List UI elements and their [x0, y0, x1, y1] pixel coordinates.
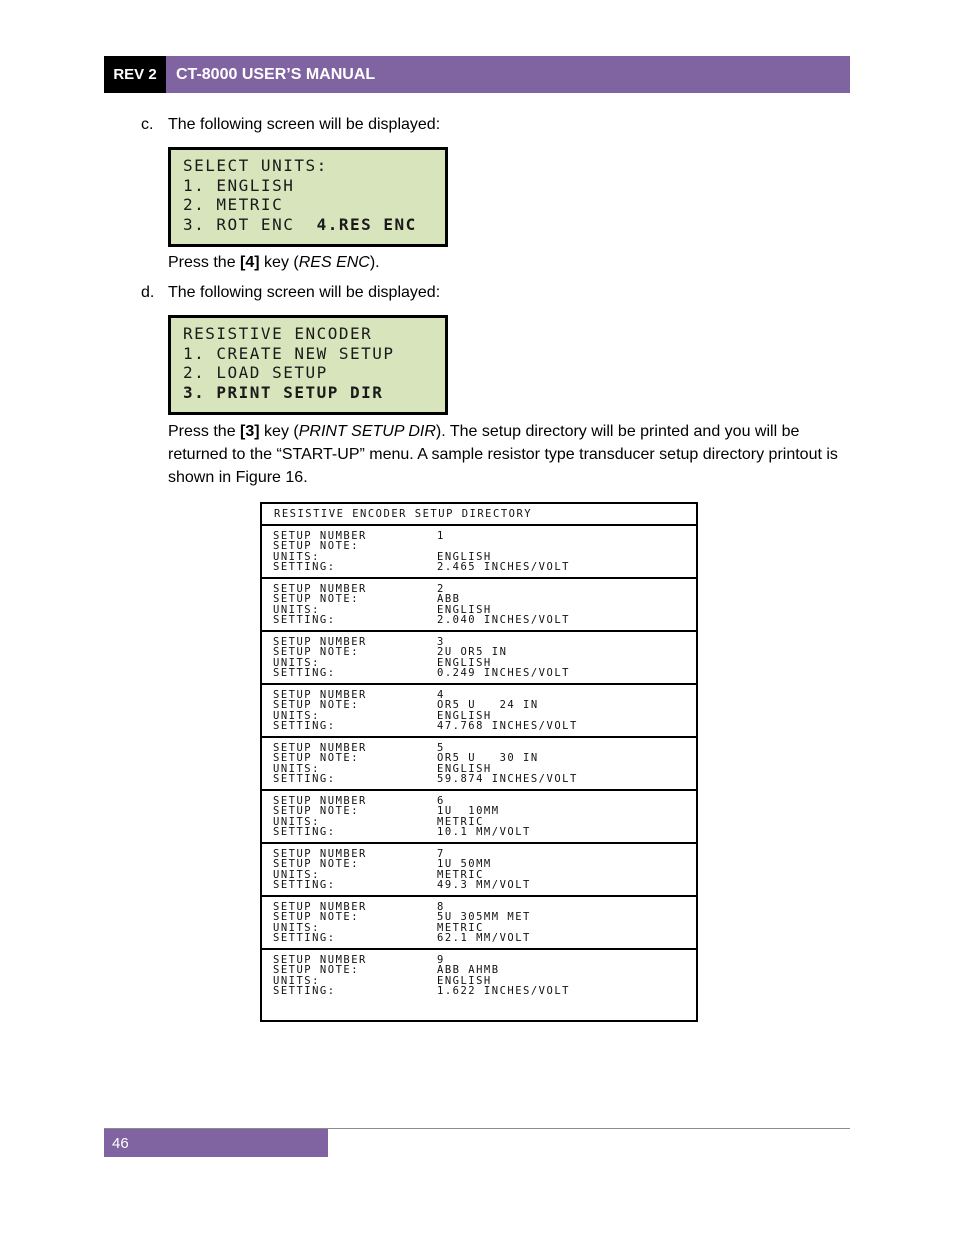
text: key ( [259, 254, 299, 271]
entry-value: 2 [437, 583, 445, 595]
entry-value: 5U 305MM MET [437, 911, 531, 924]
key-label: [4] [240, 254, 260, 271]
entry-value: 9 [437, 954, 445, 966]
entry-value: 10.1 MM/VOLT [437, 825, 531, 838]
printout-title: RESISTIVE ENCODER SETUP DIRECTORY [262, 504, 696, 526]
entry-row-setting [273, 615, 696, 625]
entry-row-setting [273, 562, 696, 572]
entry-value: OR5 U 24 IN [437, 699, 539, 712]
entry-value: 8 [437, 901, 445, 913]
entry-row-setting [273, 668, 696, 678]
lcd-screen-select-units [168, 147, 448, 247]
entry-value: METRIC [437, 921, 484, 934]
entry-value: 1.622 INCHES/VOLT [437, 984, 570, 997]
entry-label: SETTING: [273, 613, 336, 626]
entry-label: SETUP NUMBER [273, 954, 367, 966]
entry-label: SETUP NUMBER [273, 848, 367, 860]
entry-label: UNITS: [273, 868, 320, 881]
entry-label: SETTING: [273, 560, 336, 573]
step-letter: c. [141, 116, 154, 133]
text: Press the [168, 254, 241, 271]
setup-entry [262, 844, 696, 897]
entry-label: UNITS: [273, 709, 320, 722]
entry-value: ENGLISH [437, 603, 492, 616]
entry-row-note [273, 859, 696, 869]
entry-label: SETUP NOTE: [273, 805, 360, 818]
instruction-press-4 [168, 251, 848, 274]
setup-entry [262, 897, 696, 950]
revision-badge: REV 2 [104, 56, 166, 93]
entry-row-setting [273, 827, 696, 837]
entry-row-note [273, 912, 696, 922]
entry-value: 6 [437, 795, 445, 807]
key-label: [3] [240, 423, 260, 440]
lcd-option-rot-enc: 3. ROT ENC [183, 214, 317, 234]
entry-value: 2.040 INCHES/VOLT [437, 613, 570, 626]
entry-row-setting [273, 933, 696, 943]
entry-value: 1U 50MM [437, 858, 492, 871]
entry-value: 47.768 INCHES/VOLT [437, 719, 578, 732]
setup-entry [262, 526, 696, 579]
entry-label: SETUP NUMBER [273, 636, 367, 648]
entry-value: ENGLISH [437, 762, 492, 775]
entry-row-note [273, 806, 696, 816]
entry-label: SETUP NOTE: [273, 646, 360, 659]
instruction-press-3 [168, 420, 848, 489]
entry-label: SETUP NOTE: [273, 540, 360, 553]
entry-value: 59.874 INCHES/VOLT [437, 772, 578, 785]
text: Press the [168, 423, 241, 440]
entry-value: OR5 U 30 IN [437, 752, 539, 765]
entry-label: SETUP NUMBER [273, 901, 367, 913]
entry-label: UNITS: [273, 656, 320, 669]
step-text: The following screen will be displayed: [168, 284, 441, 301]
entry-value: 4 [437, 689, 445, 701]
entry-label: SETUP NUMBER [273, 689, 367, 701]
entry-value: METRIC [437, 815, 484, 828]
entry-label: SETUP NUMBER [273, 583, 367, 595]
lcd-line: 2. METRIC [183, 195, 284, 214]
entry-label: SETUP NOTE: [273, 752, 360, 765]
entry-value: 1U 10MM [437, 805, 500, 818]
page-header [104, 56, 850, 93]
entry-label: SETTING: [273, 719, 336, 732]
setup-entry [262, 950, 696, 1003]
printout-entries [262, 526, 696, 1003]
entry-label: SETTING: [273, 931, 336, 944]
lcd-screen-resistive-encoder [168, 315, 448, 415]
entry-label: UNITS: [273, 762, 320, 775]
entry-value: ENGLISH [437, 709, 492, 722]
text: ). [369, 254, 380, 271]
entry-label: SETTING: [273, 772, 336, 785]
entry-label: UNITS: [273, 921, 320, 934]
lcd-line-selected: 3. PRINT SETUP DIR [183, 382, 384, 402]
menu-item-name: RES ENC [298, 254, 370, 271]
entry-value: ABB AHMB [437, 964, 500, 977]
entry-label: SETTING: [273, 984, 336, 997]
text: ). The setup directory will be printed and you will be returned to the “START-UP” menu. A sample resistor type transducer setup directory printout is shown in Figure 16. [168, 423, 838, 486]
step-text: The following screen will be displayed: [168, 116, 441, 133]
entry-label: SETTING: [273, 825, 336, 838]
entry-label: SETUP NOTE: [273, 699, 360, 712]
entry-row-setting [273, 880, 696, 890]
lcd-option-res-enc: 4.RES ENC [316, 214, 417, 234]
setup-directory-printout [260, 502, 698, 1022]
entry-value: ABB [437, 593, 461, 606]
entry-value: 7 [437, 848, 445, 860]
lcd-line: 1. ENGLISH [183, 175, 295, 195]
entry-value: METRIC [437, 868, 484, 881]
entry-label: SETUP NUMBER [273, 530, 367, 542]
step-c [141, 116, 440, 134]
entry-value: 0.249 INCHES/VOLT [437, 666, 570, 679]
lcd-line: SELECT UNITS: [183, 156, 328, 175]
entry-value: 1 [437, 530, 445, 542]
entry-label: SETUP NOTE: [273, 858, 360, 871]
menu-item-name: PRINT SETUP DIR [298, 423, 436, 440]
lcd-line: 1. CREATE NEW SETUP [183, 343, 395, 363]
lcd-line: 2. LOAD SETUP [183, 363, 328, 382]
page-number: 46 [104, 1129, 328, 1157]
entry-row-setting [273, 774, 696, 784]
entry-label: SETUP NOTE: [273, 593, 360, 606]
entry-value: 2.465 INCHES/VOLT [437, 560, 570, 573]
setup-entry [262, 685, 696, 738]
entry-row-setting [273, 721, 696, 731]
entry-label: SETTING: [273, 878, 336, 891]
manual-title: CT-8000 USER’S MANUAL [176, 65, 376, 83]
step-letter: d. [141, 284, 155, 301]
entry-value: ENGLISH [437, 550, 492, 563]
lcd-line [183, 215, 445, 235]
text: key ( [259, 423, 299, 440]
entry-value: 49.3 MM/VOLT [437, 878, 531, 891]
entry-label: UNITS: [273, 815, 320, 828]
entry-label: UNITS: [273, 974, 320, 987]
setup-entry [262, 579, 696, 632]
entry-value: ENGLISH [437, 656, 492, 669]
setup-entry [262, 632, 696, 685]
setup-entry [262, 738, 696, 791]
entry-value: 5 [437, 742, 445, 754]
setup-entry [262, 791, 696, 844]
lcd-line: RESISTIVE ENCODER [183, 324, 373, 343]
entry-label: SETUP NOTE: [273, 911, 360, 924]
entry-label: SETUP NOTE: [273, 964, 360, 977]
entry-label: SETTING: [273, 666, 336, 679]
entry-value: ENGLISH [437, 974, 492, 987]
entry-value: 2U OR5 IN [437, 646, 508, 659]
step-d [141, 284, 440, 302]
entry-label: UNITS: [273, 603, 320, 616]
entry-value: 62.1 MM/VOLT [437, 931, 531, 944]
entry-value: 3 [437, 636, 445, 648]
entry-label: SETUP NUMBER [273, 742, 367, 754]
entry-row-setting [273, 986, 696, 996]
entry-label: SETUP NUMBER [273, 795, 367, 807]
entry-label: UNITS: [273, 550, 320, 563]
